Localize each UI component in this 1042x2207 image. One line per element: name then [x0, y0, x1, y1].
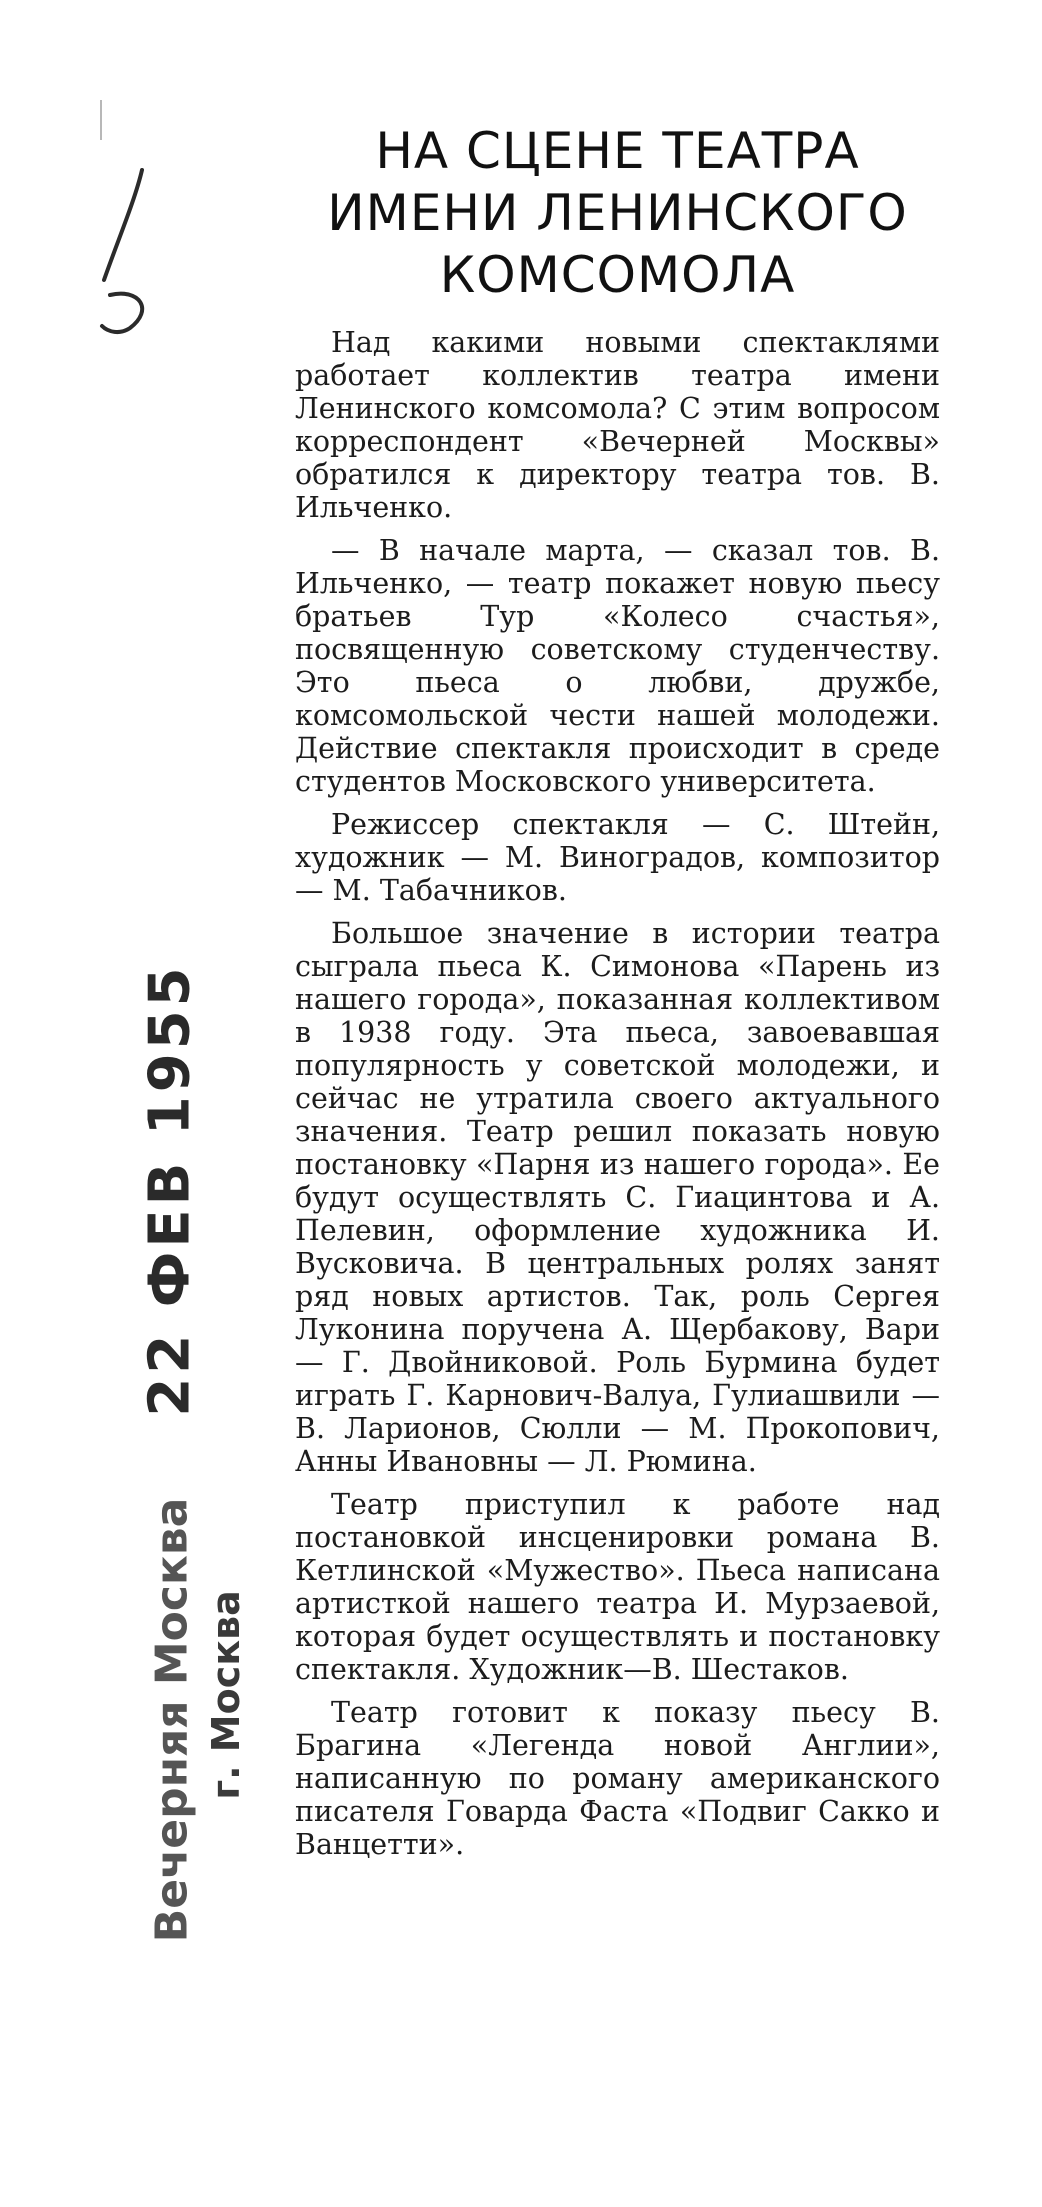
article-paragraph: — В начале марта, — сказал тов. В. Ильченко, — театр покажет новую пьесу братьев Тур «Колесо счастья», посвященную советскому студенчеству. Это пьеса о любви, дружбе, комсомольской чести нашей молодежи. Действие спектакля происходит в среде студентов Московского университета.: [295, 534, 940, 798]
date-stamp-text: 22 ФЕВ 1955: [137, 963, 203, 1417]
article-paragraph: Большое значение в истории театра сыграла пьеса К. Симонова «Парень из нашего города», показанная коллективом в 1938 году. Эта пьеса, завоевавшая популярность у советской молодежи, и сейчас не утратила своего актуального значения. Театр решил показать новую постановку «Парня из нашего города». Ее будут осуществлять С. Гиацинтова и А. Пелевин, оформление художника И. Вусковича. В центральных ролях занят ряд новых артистов. Так, роль Сергея Луконина поручена А. Щербакову, Вари — Г. Двойниковой. Роль Бурмина будет играть Г. Карнович-Валуа, Гулиашвили — В. Ларионов, Сюлли — М. Прокопович, Анны Ивановны — Л. Рюмина.: [295, 917, 940, 1478]
newspaper-stamp-name: Вечерняя Москва: [146, 1497, 198, 1943]
article-paragraph: Театр приступил к работе над постановкой инсценировки романа В. Кетлинской «Мужество». Пьеса написана артисткой нашего театра И. Мурзаевой, которая будет осуществлять и постановку спектакля. Художник—В. Шестаков.: [295, 1488, 940, 1686]
headline-line: КОМСОМОЛА: [439, 246, 796, 304]
newspaper-stamp-city: г. Москва: [204, 1590, 248, 1800]
article-headline: [295, 120, 940, 306]
article-paragraph: Над какими новыми спектаклями работает коллектив театра имени Ленинского комсомола? С этим вопросом корреспондент «Вечерней Москвы» обратился к директору театра тов. В. Ильченко.: [295, 326, 940, 524]
pencil-mark-icon: [80, 160, 190, 340]
newspaper-clipping: [295, 120, 940, 1871]
date-stamp: [120, 963, 220, 1417]
headline-line: ИМЕНИ ЛЕНИНСКОГО: [327, 184, 908, 242]
scan-edge-mark: [100, 100, 102, 140]
article-paragraph: Театр готовит к показу пьесу В. Брагина «Легенда новой Англии», написанную по роману американского писателя Говарда Фаста «Подвиг Сакко и Ванцетти».: [295, 1696, 940, 1861]
newspaper-stamp: [140, 1497, 250, 1943]
headline-line: НА СЦЕНЕ ТЕАТРА: [375, 122, 860, 180]
article-paragraph: Режиссер спектакля — С. Штейн, художник — М. Виноградов, композитор — М. Табачников.: [295, 808, 940, 907]
